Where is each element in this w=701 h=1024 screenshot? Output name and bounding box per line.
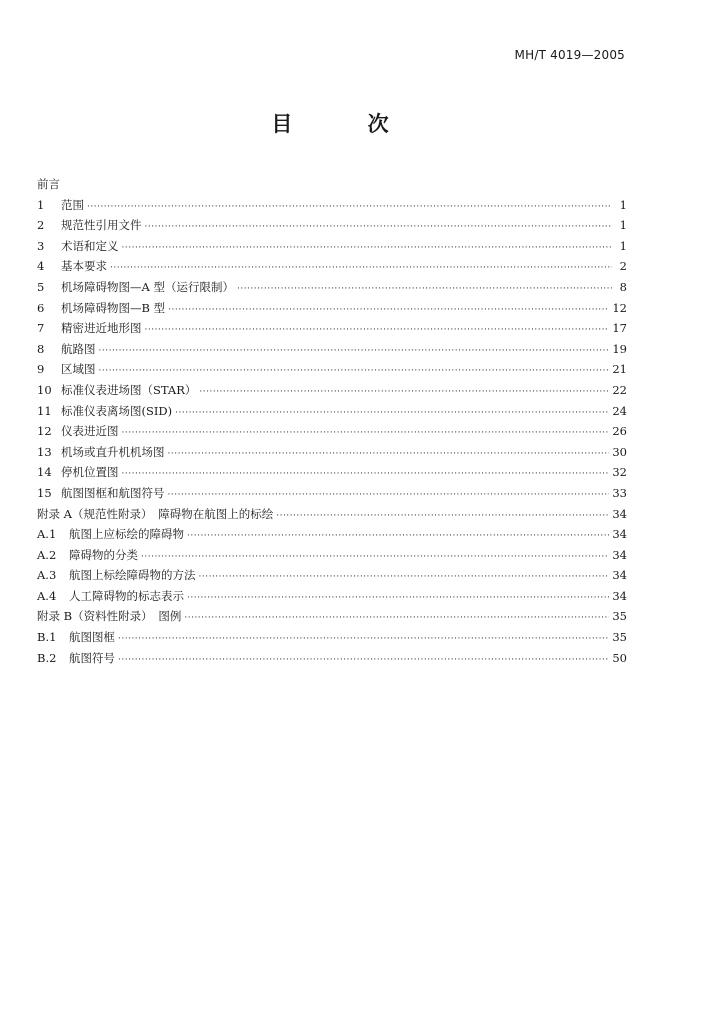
- toc-entry[interactable]: [37, 627, 627, 648]
- toc-entry-title: 航路图: [61, 341, 96, 356]
- toc-entry-title: 机场障碍物图—A 型（运行限制）: [61, 279, 234, 294]
- toc-entry-page: 1: [619, 238, 627, 253]
- toc-entry-page: 24: [612, 403, 627, 418]
- toc-dot-leader: [199, 567, 610, 588]
- toc-entry-number: 5: [37, 279, 45, 294]
- toc-entry-title: 航图符号: [69, 650, 115, 665]
- toc-entry-title: 航图图框和航图符号: [61, 485, 165, 500]
- toc-dot-leader: [184, 608, 609, 629]
- toc-dot-leader: [99, 341, 610, 362]
- toc-entry-number: 1: [37, 197, 45, 212]
- toc-entry-number: A.4: [37, 588, 57, 603]
- toc-dot-leader: [87, 197, 612, 218]
- toc-entry-number: 3: [37, 238, 45, 253]
- toc-entry-page: 17: [612, 321, 627, 336]
- toc-entry-number: 8: [37, 341, 45, 356]
- toc-entry[interactable]: [37, 195, 627, 216]
- toc-dot-leader: [276, 506, 609, 527]
- toc-dot-leader: [145, 217, 613, 238]
- toc-entry-title: 区域图: [61, 362, 96, 377]
- toc-entry-number: 6: [37, 300, 45, 315]
- toc-dot-leader: [141, 547, 609, 568]
- toc-entry-title: 标准仪表进场图（STAR）: [61, 382, 197, 397]
- toc-dot-leader: [175, 403, 609, 424]
- toc-dot-leader: [187, 588, 609, 609]
- toc-entry-number: 2: [37, 218, 45, 233]
- toc-entry-page: 19: [612, 341, 627, 356]
- toc-entry-number: 13: [37, 444, 52, 459]
- toc-entry[interactable]: [37, 256, 627, 277]
- toc-entry-page: 33: [612, 485, 627, 500]
- toc-dot-leader: [237, 279, 612, 300]
- toc-dot-leader: [122, 238, 613, 259]
- toc-entry[interactable]: [37, 318, 627, 339]
- toc-entry[interactable]: [37, 359, 627, 380]
- toc-entry-number: A.2: [37, 547, 57, 562]
- toc-entry-page: 1: [619, 197, 627, 212]
- toc-entry-number: A.3: [37, 568, 57, 583]
- toc-entry[interactable]: [37, 339, 627, 360]
- toc-entry-page: 32: [612, 465, 627, 480]
- toc-entry-page: 30: [612, 444, 627, 459]
- toc-dot-leader: [187, 526, 609, 547]
- standard-code: MH/T 4019—2005: [514, 48, 625, 62]
- toc-dot-leader: [168, 300, 609, 321]
- toc-entry[interactable]: [37, 421, 627, 442]
- toc-entry-number: 7: [37, 321, 45, 336]
- toc-entry[interactable]: [37, 504, 627, 525]
- toc-entry-title: 航图上应标绘的障碍物: [69, 527, 184, 542]
- table-of-contents: [37, 174, 627, 668]
- toc-dot-leader: [199, 382, 609, 403]
- toc-entry-title: 规范性引用文件: [61, 218, 142, 233]
- toc-entry-number: 15: [37, 485, 52, 500]
- toc-entry[interactable]: [37, 277, 627, 298]
- toc-foreword[interactable]: [37, 174, 627, 195]
- toc-entry[interactable]: [37, 586, 627, 607]
- toc-entry-number: B.1: [37, 630, 57, 645]
- toc-entry[interactable]: [37, 401, 627, 422]
- toc-entry-page: 21: [612, 362, 627, 377]
- toc-entry-title: 附录 B（资料性附录） 图例: [37, 609, 182, 624]
- toc-entry-title: 基本要求: [61, 259, 107, 274]
- toc-entry-page: 12: [612, 300, 627, 315]
- toc-dot-leader: [145, 320, 610, 341]
- toc-dot-leader: [168, 485, 610, 506]
- toc-entry-number: 12: [37, 424, 52, 439]
- toc-dot-leader: [110, 258, 612, 279]
- toc-entry-title: 精密进近地形图: [61, 321, 142, 336]
- toc-entry-title: 术语和定义: [61, 238, 119, 253]
- toc-foreword-label: 前言: [37, 177, 60, 191]
- toc-entry-page: 35: [612, 630, 627, 645]
- toc-entry-title: 附录 A（规范性附录） 障碍物在航图上的标绘: [37, 506, 274, 521]
- toc-entry-number: B.2: [37, 650, 57, 665]
- toc-entry[interactable]: [37, 236, 627, 257]
- toc-entry-number: A.1: [37, 527, 57, 542]
- toc-entry-page: 34: [612, 547, 627, 562]
- toc-entry-page: 50: [612, 650, 627, 665]
- toc-dot-leader: [99, 361, 610, 382]
- toc-entry[interactable]: [37, 565, 627, 586]
- toc-entry-title: 障碍物的分类: [69, 547, 138, 562]
- toc-entry-title: 机场或直升机机场图: [61, 444, 165, 459]
- toc-entry[interactable]: [37, 483, 627, 504]
- toc-entry-page: 1: [619, 218, 627, 233]
- toc-entry[interactable]: [37, 442, 627, 463]
- toc-entry-page: 34: [612, 506, 627, 521]
- toc-dot-leader: [118, 629, 609, 650]
- toc-entry-title: 航图上标绘障碍物的方法: [69, 568, 196, 583]
- toc-entry-title: 机场障碍物图—B 型: [61, 300, 166, 315]
- toc-entry-page: 8: [619, 279, 627, 294]
- toc-entry-number: 10: [37, 382, 52, 397]
- toc-entry-page: 2: [619, 259, 627, 274]
- toc-entry[interactable]: [37, 545, 627, 566]
- toc-entry[interactable]: [37, 606, 627, 627]
- toc-entry-title: 仪表进近图: [61, 424, 119, 439]
- toc-entry-title: 标准仪表离场图(SID): [61, 403, 173, 418]
- toc-entry-number: 9: [37, 362, 45, 377]
- toc-dot-leader: [122, 464, 610, 485]
- toc-entry-page: 34: [612, 527, 627, 542]
- toc-entry[interactable]: [37, 298, 627, 319]
- toc-entry-number: 14: [37, 465, 52, 480]
- toc-entry-title: 范围: [61, 197, 84, 212]
- toc-entry[interactable]: [37, 524, 627, 545]
- toc-entry-page: 34: [612, 588, 627, 603]
- toc-entry-number: 11: [37, 403, 52, 418]
- toc-entry-number: 4: [37, 259, 45, 274]
- toc-entry[interactable]: [37, 380, 627, 401]
- toc-entry[interactable]: [37, 215, 627, 236]
- toc-entry-page: 35: [612, 609, 627, 624]
- toc-entry-page: 34: [612, 568, 627, 583]
- toc-entry-title: 人工障碍物的标志表示: [69, 588, 184, 603]
- toc-entry-page: 26: [612, 424, 627, 439]
- toc-entry[interactable]: [37, 648, 627, 669]
- toc-entry-title: 航图图框: [69, 630, 115, 645]
- toc-entry-title: 停机位置图: [61, 465, 119, 480]
- toc-dot-leader: [118, 650, 609, 671]
- toc-entry[interactable]: [37, 462, 627, 483]
- toc-entry-page: 22: [612, 382, 627, 397]
- toc-dot-leader: [168, 444, 610, 465]
- toc-dot-leader: [122, 423, 610, 444]
- page-title: 目 次: [271, 112, 423, 136]
